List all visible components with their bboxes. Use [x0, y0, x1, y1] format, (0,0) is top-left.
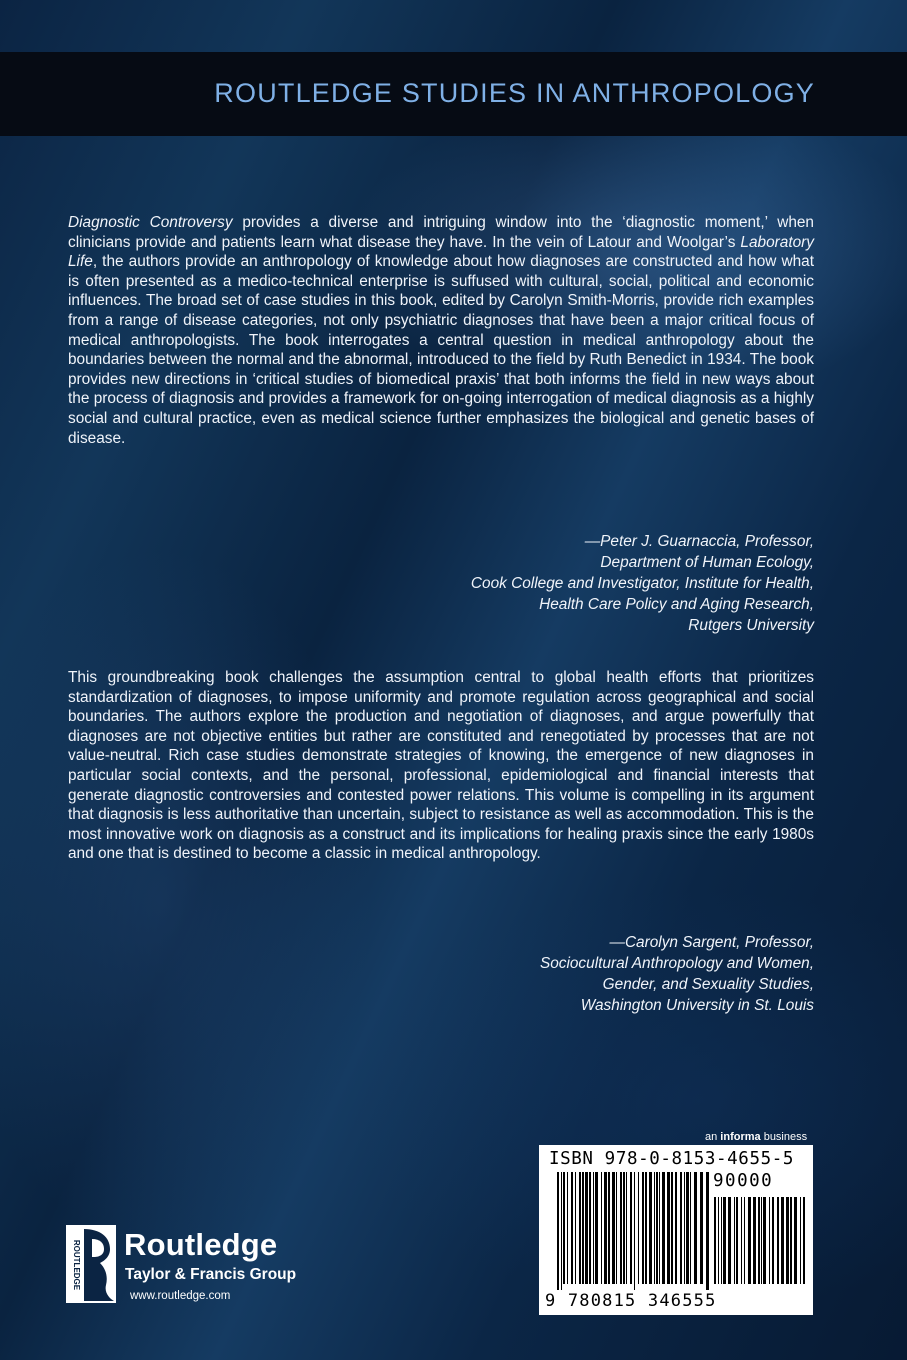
routledge-logo-icon: [66, 1225, 116, 1303]
barcode-bar: [686, 1172, 689, 1284]
barcode-bar: [623, 1172, 625, 1284]
review-1-text-a: provides a diverse and intriguing window into the ‘diagnostic moment,’ when clinicians provide and patients learn what disease they have. In the vein of Latour and Woolgar’s: [68, 214, 814, 251]
barcode-bar: [734, 1197, 735, 1284]
attribution-line: Cook College and Investigator, Institute for Health,: [470, 575, 814, 592]
barcode-bar: [800, 1197, 801, 1284]
barcode-bar: [761, 1197, 762, 1284]
addon-number: 90000: [713, 1171, 774, 1191]
laboratory-life-italic: Laboratory Life: [68, 233, 814, 271]
barcode-bar: [561, 1172, 562, 1290]
addon-barcode-bars: [714, 1197, 806, 1290]
barcode-bar: [589, 1172, 591, 1284]
barcode-bar: [748, 1197, 751, 1284]
informa-suffix: business: [760, 1131, 808, 1143]
barcode-bar: [616, 1172, 617, 1284]
barcode-bar: [571, 1172, 573, 1284]
barcode-bar: [645, 1172, 647, 1284]
attribution-line: Sociocultural Anthropology and Women,: [539, 955, 814, 972]
attribution-line: —Carolyn Sargent, Professor,: [609, 934, 814, 951]
review-paragraph-1: [68, 213, 814, 448]
isbn-text: ISBN 978-0-8153-4655-5: [549, 1149, 794, 1169]
review-1-text-b: , the authors provide an anthropology of knowledge about how diagnoses are constructed and how what is often presented as a medico-technical enterprise is suffused with cultural, social, political and economic influences. The broad set of case studies in this book, edited by Carolyn Smith-Morris, provide rich examples from a range of disease categories, not only psychiatric diagnoses that have been a major critical focus of medical anthropologists. The book interrogates a central question in medical anthropology about the boundaries between the normal and the abnormal, introduced to the field by Ruth Benedict in 1934. The book provides new directions in ‘critical studies of biomedical praxis’ that both informs the field in new ways about the process of diagnosis and provides a framework for on-going interrogation of medical diagnosis as a highly social and cultural practice, even as medical science further emphasizes the biological and genetic bases of disease.: [68, 253, 814, 447]
barcode-bar: [612, 1172, 615, 1284]
barcode-bar: [714, 1197, 716, 1284]
attribution-line: Department of Human Ecology,: [600, 554, 814, 571]
publisher-group: Taylor & Francis Group: [125, 1266, 297, 1283]
barcode-bar: [582, 1172, 584, 1284]
barcode-bar: [662, 1172, 665, 1284]
informa-prefix: an: [705, 1131, 721, 1143]
barcode-bar: [777, 1197, 779, 1284]
barcode-bar: [769, 1197, 770, 1284]
barcode-bar: [649, 1172, 652, 1284]
barcode-bar: [728, 1197, 731, 1284]
barcode-bar: [675, 1172, 677, 1284]
series-title: ROUTLEDGE STUDIES IN ANTHROPOLOGY: [214, 78, 815, 108]
attribution-line: —Peter J. Guarnaccia, Professor,: [584, 533, 814, 550]
barcode-bar: [680, 1172, 682, 1284]
barcode-bar: [585, 1172, 588, 1284]
barcode-bar: [608, 1172, 610, 1284]
barcode-bar: [694, 1172, 697, 1284]
barcode-bar: [593, 1172, 594, 1284]
review-paragraph-2: This groundbreaking book challenges the assumption central to global health efforts that prioritizes standardization of diagnoses, to impose uniformity and promote regulation across geographical and social boundaries. The authors explore the production and negotiation of diagnoses, and argue powerfully that diagnoses are not objective entities but rather are constituted and renegotiated by processes that are not value-neutral. Rich case studies demonstrate strategies of knowing, the emergence of new diagnoses in particular social contexts, and the personal, professional, epidemiological and financial interests that generate diagnostic controversies and contested power relations. This volume is compelling in its argument that diagnosis is less authoritative than uncertain, subject to resistance as well as accommodation. This is the most innovative work on diagnosis as a construct and its implications for healing praxis since the early 1980s and one that is destined to become a classic in medical anthropology.: [68, 669, 814, 863]
barcode-bar: [794, 1197, 797, 1284]
barcode-bar: [557, 1172, 559, 1290]
barcode-bar: [634, 1172, 635, 1290]
publisher-name: Routledge: [124, 1227, 278, 1262]
barcode-bar: [563, 1172, 565, 1284]
ean-barcode-bars: [557, 1172, 709, 1290]
barcode-bar: [630, 1172, 632, 1284]
barcode-bar: [772, 1197, 774, 1284]
review-1-attribution: [214, 531, 814, 636]
ean-number: 9 780815 346555: [545, 1291, 717, 1311]
barcode-bar: [595, 1172, 598, 1284]
barcode-bar: [626, 1172, 627, 1284]
barcode-bar: [601, 1172, 602, 1284]
publisher-url: www.routledge.com: [130, 1290, 231, 1302]
attribution-line: Gender, and Sexuality Studies,: [602, 976, 814, 993]
barcode-bar: [700, 1172, 703, 1284]
attribution-line: Health Care Policy and Aging Research,: [539, 596, 814, 613]
informa-tagline: [705, 1131, 807, 1143]
barcode-bar: [567, 1172, 568, 1284]
barcode-bar: [684, 1172, 685, 1284]
barcode-bar: [786, 1197, 789, 1284]
book-title-italic: Diagnostic Controversy: [68, 214, 233, 231]
barcode-bar: [753, 1197, 756, 1284]
barcode-bar: [654, 1172, 655, 1284]
informa-brand: informa: [720, 1131, 761, 1143]
isbn-barcode: [539, 1145, 813, 1315]
barcode-bar: [642, 1172, 644, 1284]
barcode-bar: [667, 1172, 670, 1284]
review-2-attribution: [214, 932, 814, 1016]
barcode-bar: [736, 1197, 738, 1284]
barcode-bar: [763, 1197, 766, 1284]
barcode-bar: [620, 1172, 622, 1284]
barcode-bar: [671, 1172, 673, 1284]
barcode-bar: [575, 1172, 576, 1284]
attribution-line: Rutgers University: [688, 617, 814, 634]
barcode-bar: [604, 1172, 607, 1284]
barcode-bar: [659, 1172, 660, 1284]
barcode-bar: [579, 1172, 581, 1284]
logo-vertical-text: ROUTLEDGE: [72, 1239, 81, 1291]
barcode-bar: [781, 1197, 784, 1284]
barcode-bar: [638, 1172, 639, 1284]
barcode-bar: [741, 1197, 742, 1284]
series-banner: [0, 52, 907, 136]
barcode-bar: [690, 1172, 691, 1284]
barcode-bar: [803, 1197, 805, 1284]
barcode-bar: [718, 1197, 719, 1284]
barcode-bar: [723, 1197, 726, 1284]
barcode-bar: [758, 1197, 760, 1284]
attribution-line: Washington University in St. Louis: [580, 997, 814, 1014]
barcode-bar: [706, 1172, 709, 1290]
barcode-bar: [656, 1172, 658, 1284]
barcode-bar: [721, 1197, 722, 1284]
barcode-bar: [790, 1197, 792, 1284]
barcode-bar: [744, 1197, 745, 1284]
